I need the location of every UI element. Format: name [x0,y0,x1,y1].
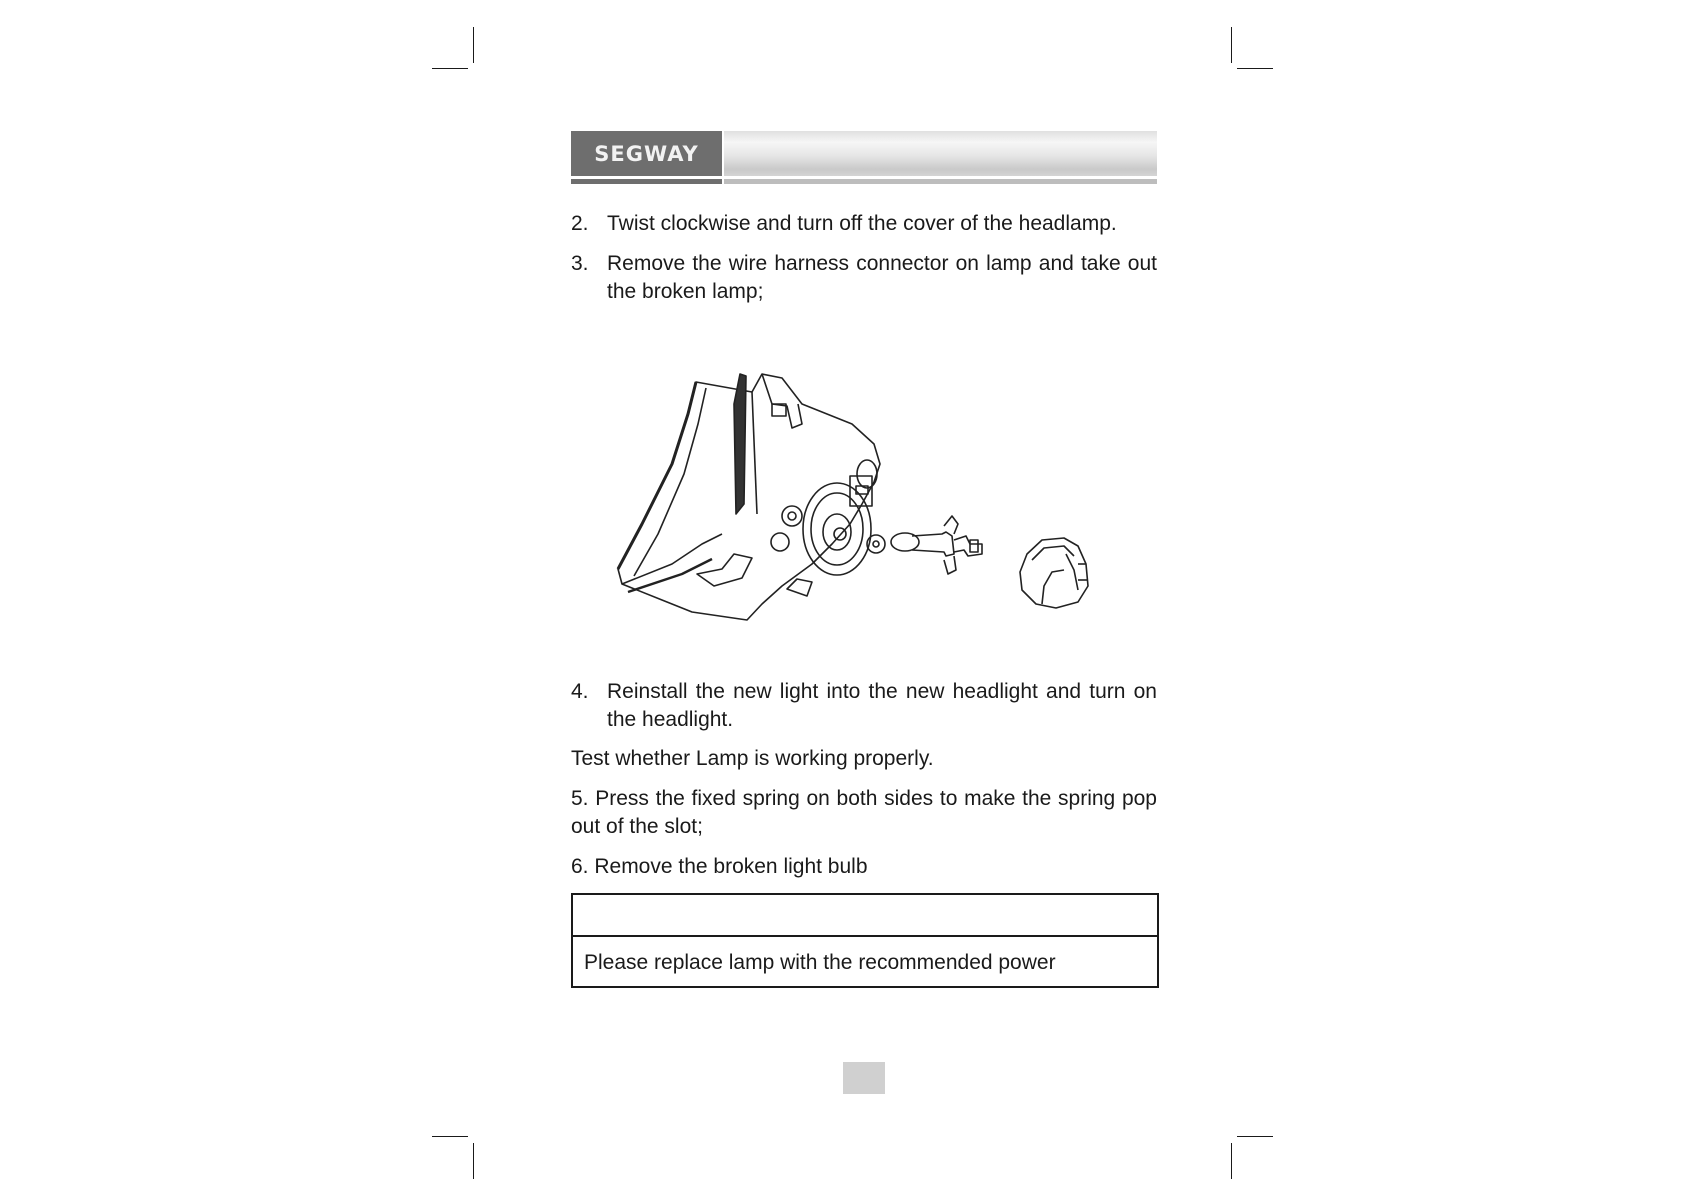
crop-mark [1237,1136,1273,1137]
page-header [571,131,1157,185]
crop-mark [1231,27,1232,63]
step-number: 4. [571,680,589,703]
segway-logo [571,131,722,176]
step-text: Remove the wire harness connector on lamp and take out the broken lamp; [607,252,1157,303]
paragraph: 5. Press the fixed spring on both sides to make the spring pop out of the slot; [571,787,1157,838]
paragraph: 6. Remove the broken light bulb [571,855,868,878]
step-number: 2. [571,212,589,235]
headlamp-figure [612,364,1122,639]
note-header [573,895,1157,937]
crop-mark [432,68,468,69]
crop-mark [473,1143,474,1179]
note-box [571,893,1159,988]
headlamp-exploded-diagram-icon [612,364,1122,639]
step-text: Twist clockwise and turn off the cover of the headlamp. [607,212,1117,235]
step-text: Reinstall the new light into the new headlight and turn on the headlight. [607,680,1157,731]
page-number-box [843,1062,885,1094]
crop-mark [432,1136,468,1137]
step-item [571,210,1157,238]
step-item [571,678,1157,734]
header-band-underline [724,179,1157,184]
header-band [724,131,1157,176]
logo-text: SEGWAY [594,141,699,166]
step-item [571,250,1157,306]
note-text: Please replace lamp with the recommended power [584,951,1056,974]
crop-mark [1237,68,1273,69]
paragraph: Test whether Lamp is working properly. [571,747,934,770]
crop-mark [1231,1143,1232,1179]
step-number: 3. [571,252,589,275]
crop-mark [473,27,474,63]
logo-underline [571,179,722,184]
